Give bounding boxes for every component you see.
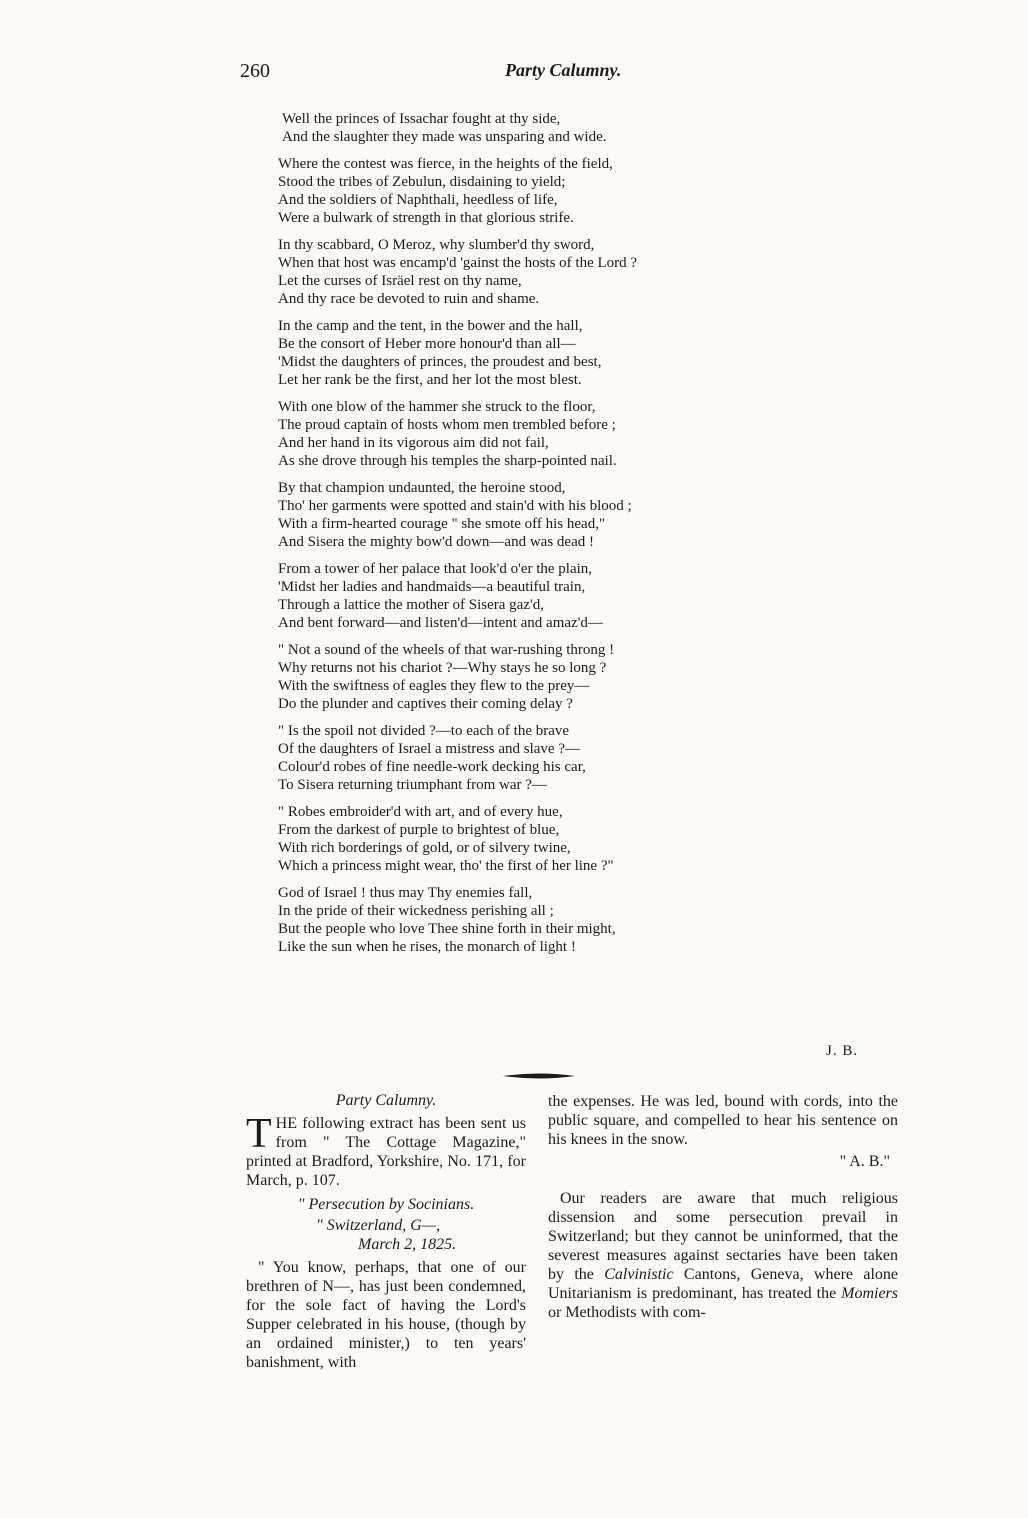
- poem-line: From a tower of her palace that look'd o'er the plain,: [278, 561, 593, 577]
- poem-line: Colour'd robes of fine needle-work decking his car,: [278, 759, 586, 775]
- poem-stanza: [278, 155, 838, 227]
- page-header: [0, 60, 1028, 90]
- running-title: Party Calumny.: [505, 60, 622, 80]
- dateline-place: " Switzerland, G—,: [316, 1217, 441, 1234]
- poem-line: Do the plunder and captives their coming delay ?: [278, 696, 573, 712]
- article-intro: [246, 1111, 526, 1190]
- poem-line: " Robes embroider'd with art, and of every hue,: [278, 804, 563, 820]
- poem-line: Like the sun when he rises, the monarch of light !: [278, 939, 576, 955]
- quote-body-left: " You know, perhaps, that one of our brethren of N—, has just been condemned, for the sole fact of having the Lord's Supper celebrated in his house, (though by an ordained minister,) to ten years' banishment, with: [246, 1259, 526, 1371]
- quote-initials: " A. B.": [839, 1153, 890, 1170]
- section-divider: [503, 1072, 575, 1080]
- poem-line: When that host was encamp'd 'gainst the hosts of the Lord ?: [278, 255, 638, 271]
- poem-line: In the pride of their wickedness perishing all ;: [278, 903, 554, 919]
- page-number: 260: [240, 60, 270, 82]
- poem-signature: J. B.: [826, 1043, 859, 1059]
- poem-line: Let the curses of Isräel rest on thy name,: [278, 273, 522, 289]
- poem-line: " Not a sound of the wheels of that war-rushing throng !: [278, 642, 615, 658]
- poem-line: With the swiftness of eagles they flew to the prey—: [278, 678, 590, 694]
- poem-line: God of Israel ! thus may Thy enemies fall,: [278, 885, 533, 901]
- poem-stanza: [278, 398, 838, 470]
- poem-line: Be the consort of Heber more honour'd than all—: [278, 336, 576, 352]
- poem-line: Let her rank be the first, and her lot the most blest.: [278, 372, 582, 388]
- poem-line: Why returns not his chariot ?—Why stays he so long ?: [278, 660, 607, 676]
- editorial-emphasis-1: Calvinistic: [604, 1266, 674, 1283]
- poem-line: As she drove through his temples the sharp-pointed nail.: [278, 453, 617, 469]
- poem-stanza: [278, 722, 838, 794]
- poem-line: Through a lattice the mother of Sisera gaz'd,: [278, 597, 544, 613]
- article-left-column: [246, 1092, 526, 1372]
- editorial-note: [548, 1189, 898, 1322]
- poem-stanza: [278, 560, 838, 632]
- poem-line: 'Midst her ladies and handmaids—a beautiful train,: [278, 579, 586, 595]
- poem-stanza: [278, 641, 838, 713]
- poem-line: " Is the spoil not divided ?—to each of the brave: [278, 723, 570, 739]
- poem-line: And bent forward—and listen'd—intent and amaz'd—: [278, 615, 603, 631]
- poem-line: And the soldiers of Naphthali, heedless of life,: [278, 192, 558, 208]
- poem: [278, 110, 838, 965]
- editorial-text-3: or Methodists with com-: [548, 1304, 706, 1321]
- poem-line: Which a princess might wear, tho' the first of her line ?": [278, 858, 614, 874]
- intro-text: HE following extract has been sent us from " The Cottage Magazine," printed at Bradford, Yorkshire, No. 171, for March, p. 107.: [246, 1115, 526, 1189]
- poem-line: Were a bulwark of strength in that glorious strife.: [278, 210, 574, 226]
- poem-line: Where the contest was fierce, in the heights of the field,: [278, 156, 613, 172]
- poem-stanza: [278, 803, 838, 875]
- poem-line: From the darkest of purple to brightest of blue,: [278, 822, 560, 838]
- poem-line: In thy scabbard, O Meroz, why slumber'd thy sword,: [278, 237, 595, 253]
- poem-line: In the camp and the tent, in the bower and the hall,: [278, 318, 583, 334]
- poem-line: And Sisera the mighty bow'd down—and was dead !: [278, 534, 594, 550]
- article-right-column: [548, 1092, 898, 1322]
- poem-line: Of the daughters of Israel a mistress and slave ?—: [278, 741, 580, 757]
- editorial-emphasis-2: Momiers: [841, 1285, 898, 1302]
- poem-line: Stood the tribes of Zebulun, disdaining to yield;: [278, 174, 566, 190]
- dateline-date: March 2, 1825.: [358, 1236, 457, 1253]
- poem-stanza: [278, 236, 838, 308]
- poem-line: With one blow of the hammer she struck to the floor,: [278, 399, 596, 415]
- poem-line: Well the princes of Issachar fought at thy side,: [282, 111, 561, 127]
- poem-line: And thy race be devoted to ruin and shame.: [278, 291, 540, 307]
- quote-subtitle: " Persecution by Socinians.: [297, 1196, 475, 1213]
- drop-cap: T: [246, 1111, 272, 1157]
- poem-line: The proud captain of hosts whom men trembled before ;: [278, 417, 616, 433]
- poem-line: To Sisera returning triumphant from war ?—: [278, 777, 547, 793]
- editorial-text-2: Cantons, Geneva, where alone Unitarianism is predominant, has treated the: [548, 1266, 899, 1302]
- poem-stanza: [278, 317, 838, 389]
- poem-line: But the people who love Thee shine forth in their might,: [278, 921, 616, 937]
- poem-line: 'Midst the daughters of princes, the proudest and best,: [278, 354, 602, 370]
- poem-line: By that champion undaunted, the heroine stood,: [278, 480, 566, 496]
- poem-stanza: [278, 110, 838, 146]
- poem-line: With rich borderings of gold, or of silvery twine,: [278, 840, 571, 856]
- poem-stanza: [278, 479, 838, 551]
- poem-line: Tho' her garments were spotted and stain'd with his blood ;: [278, 498, 632, 514]
- poem-line: With a firm-hearted courage " she smote off his head,": [278, 516, 606, 532]
- poem-line: And her hand in its vigorous aim did not fail,: [278, 435, 549, 451]
- quote-body-right: the expenses. He was led, bound with cords, into the public square, and compelled to hear his sentence on his knees in the snow.: [548, 1093, 898, 1148]
- poem-line: And the slaughter they made was unsparing and wide.: [282, 129, 607, 145]
- editorial-text-1: Our readers are aware that much religious dissension and some persecution prevail in Switzerland; but they cannot be uninformed, that the severest measures against sectaries have been taken by the: [548, 1190, 898, 1283]
- poem-stanza: [278, 884, 838, 956]
- article-title: Party Calumny.: [335, 1092, 437, 1109]
